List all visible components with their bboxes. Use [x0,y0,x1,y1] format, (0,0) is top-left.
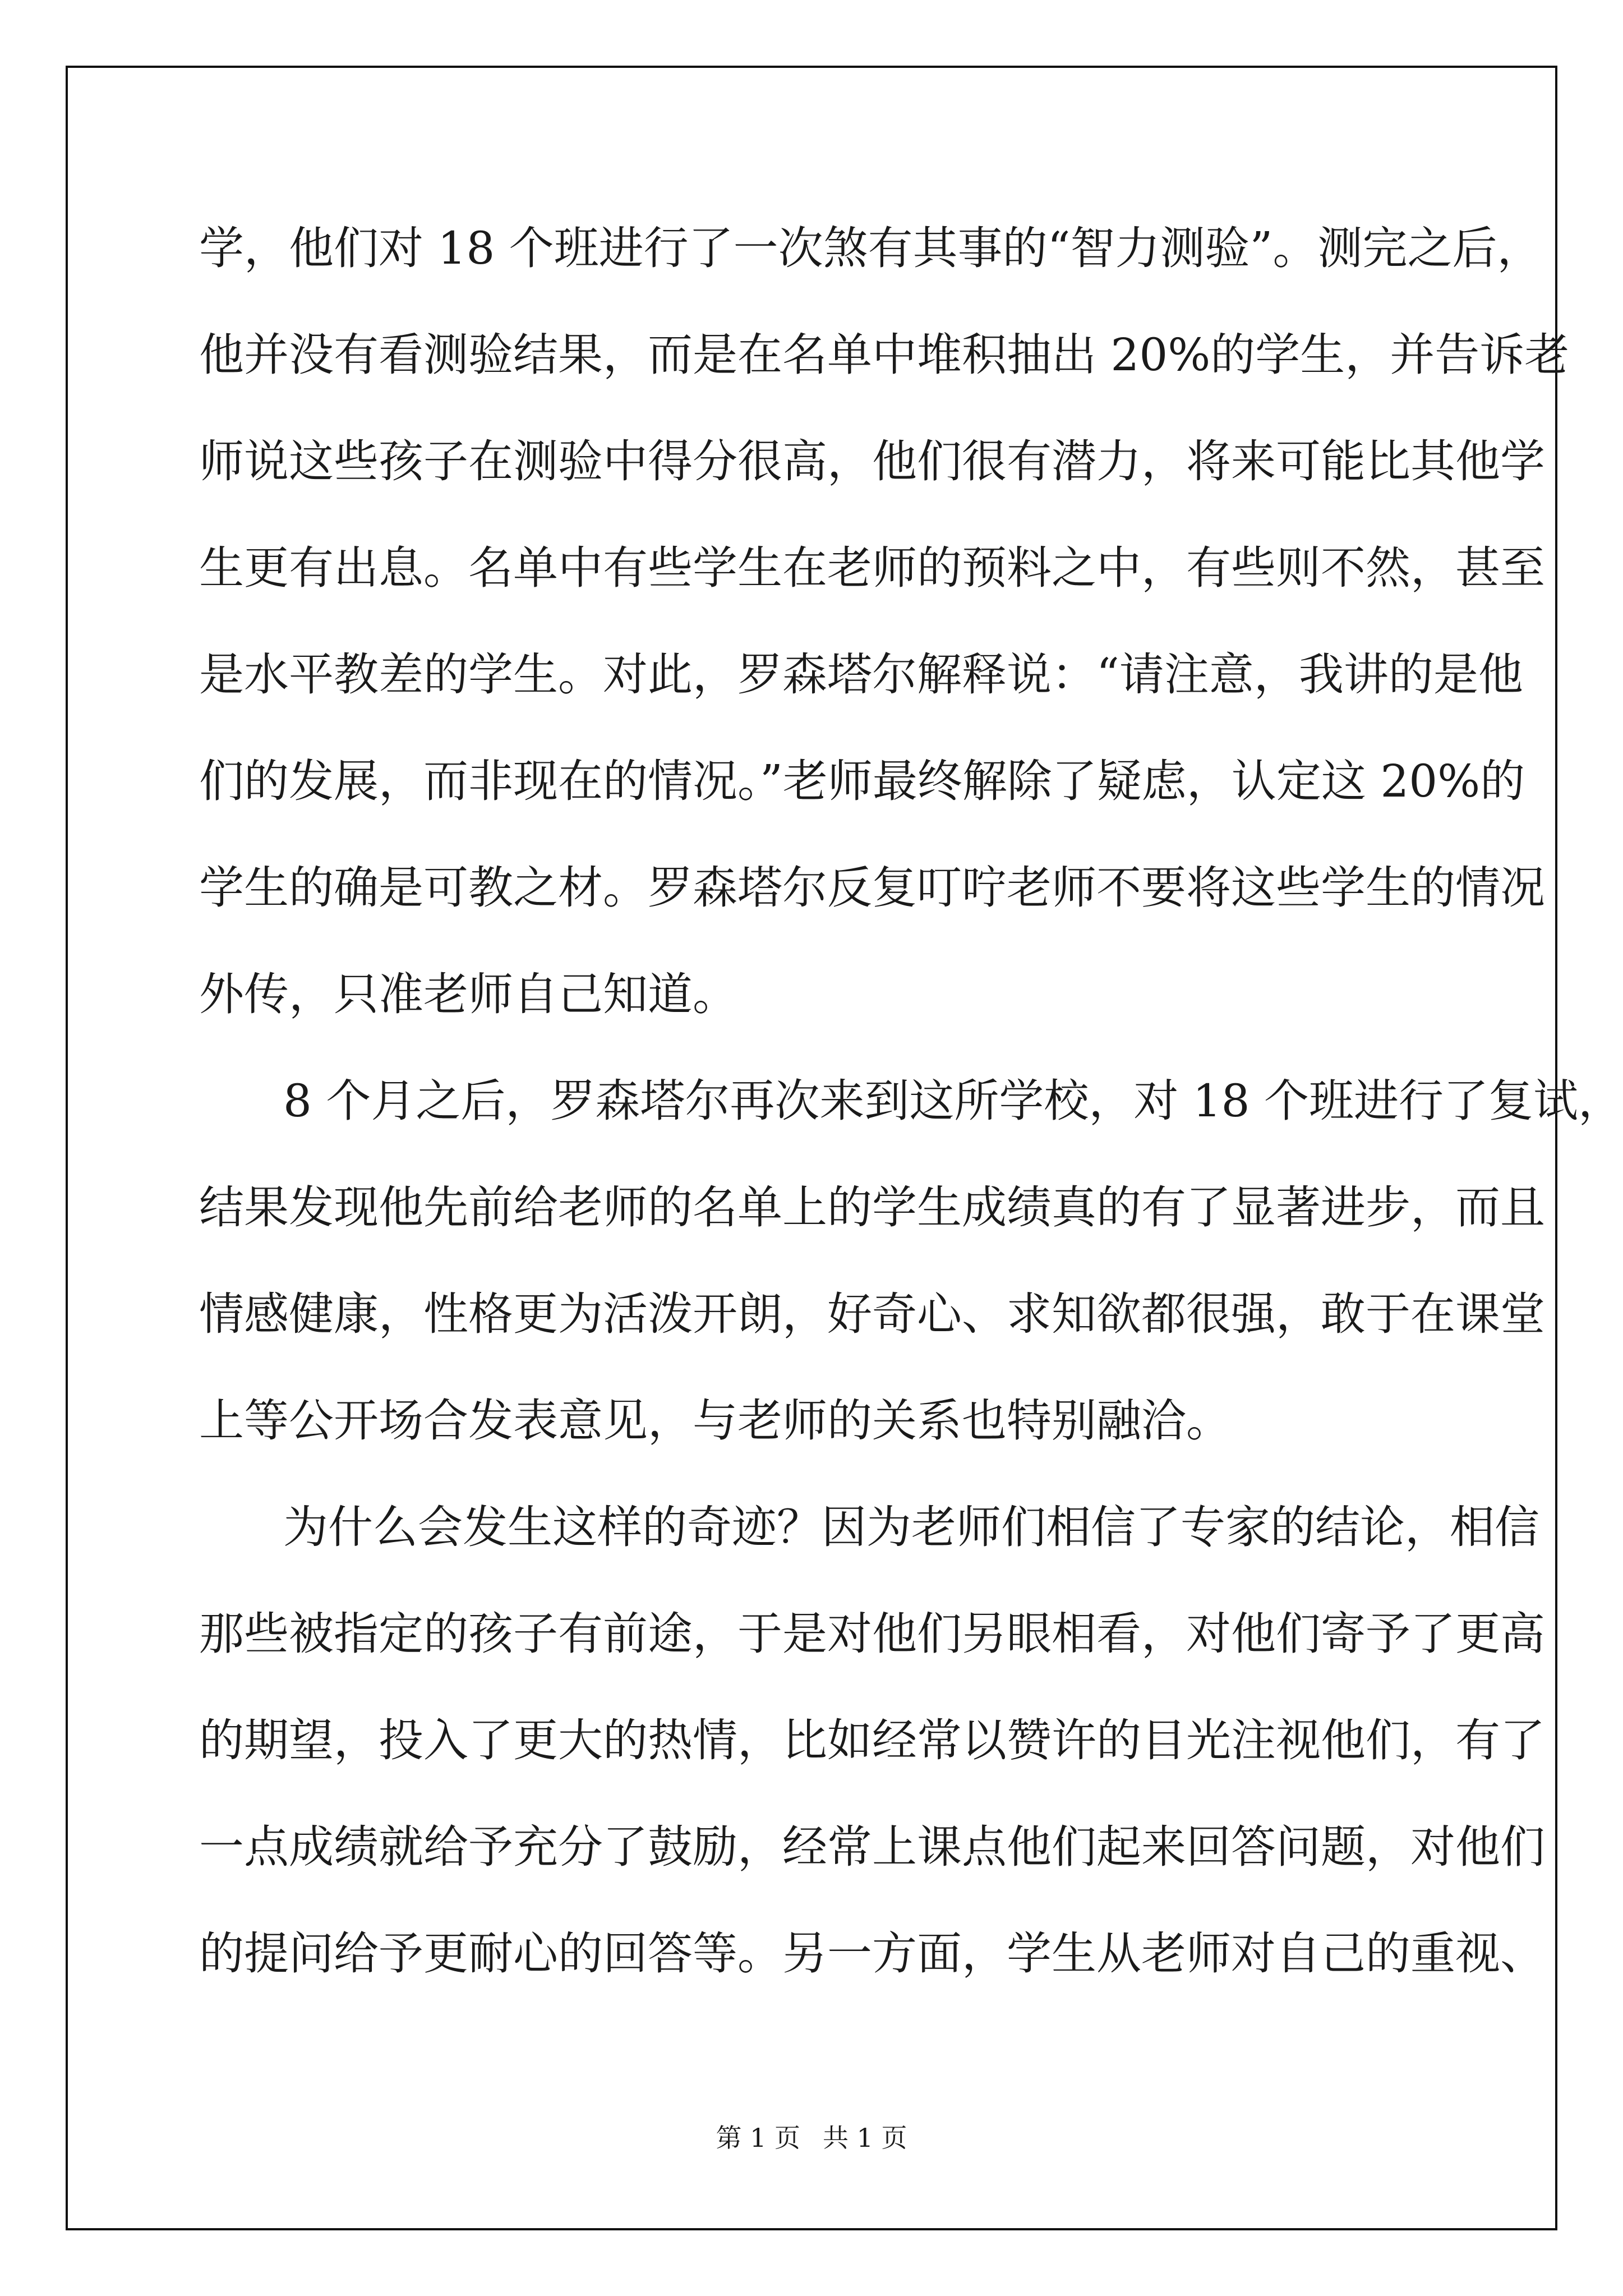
text-line: 外传，只准老师自己知道。 [199,968,737,1020]
page-total: 共 1 页 [823,2123,907,2153]
text-line: 结果发现他先前给老师的名单上的学生成绩真的有了显著进步，而且 [199,1181,1545,1234]
paragraph-start: 为什么会发生这样的奇迹？因为老师们相信了专家的结论，相信 [283,1501,1539,1553]
page-footer [0,2118,1623,2155]
text-line: 一点成绩就给予充分了鼓励，经常上课点他们起来回答问题，对他们 [199,1821,1545,1873]
text-line: 师说这些孩子在测验中得分很高，他们很有潜力，将来可能比其他学 [199,435,1545,487]
text-line: 他并没有看测验结果，而是在名单中堆积抽出 20%的学生，并告诉老 [199,329,1570,381]
text-line: 情感健康，性格更为活泼开朗，好奇心、求知欲都很强，敢于在课堂 [199,1288,1545,1340]
text-line: 那些被指定的孩子有前途，于是对他们另眼相看，对他们寄予了更高 [199,1608,1545,1660]
page-border [66,66,1623,2230]
page-number: 第 1 页 [716,2123,800,2153]
text-line: 学生的确是可教之材。罗森塔尔反复叮咛老师不要将这些学生的情况 [199,862,1545,914]
text-line: 学，他们对 18 个班进行了一次煞有其事的“智力测验”。测完之后， [199,222,1542,274]
text-line: 们的发展，而非现在的情况。”老师最终解除了疑虑，认定这 20%的 [199,755,1525,807]
paragraph-start: 8 个月之后，罗森塔尔再次来到这所学校，对 18 个班进行了复试， [283,1075,1623,1127]
text-line: 的提问给予更耐心的回答等。另一方面，学生从老师对自己的重视、 [199,1927,1545,1980]
text-line: 上等公开场合发表意见，与老师的关系也特别融洽。 [199,1395,1231,1447]
text-line: 的期望，投入了更大的热情，比如经常以赞许的目光注视他们，有了 [199,1714,1545,1766]
text-line: 是水平教差的学生。对此，罗森塔尔解释说：“请注意，我讲的是他 [199,648,1523,701]
text-line: 生更有出息。名单中有些学生在老师的预料之中，有些则不然，甚至 [199,542,1545,594]
